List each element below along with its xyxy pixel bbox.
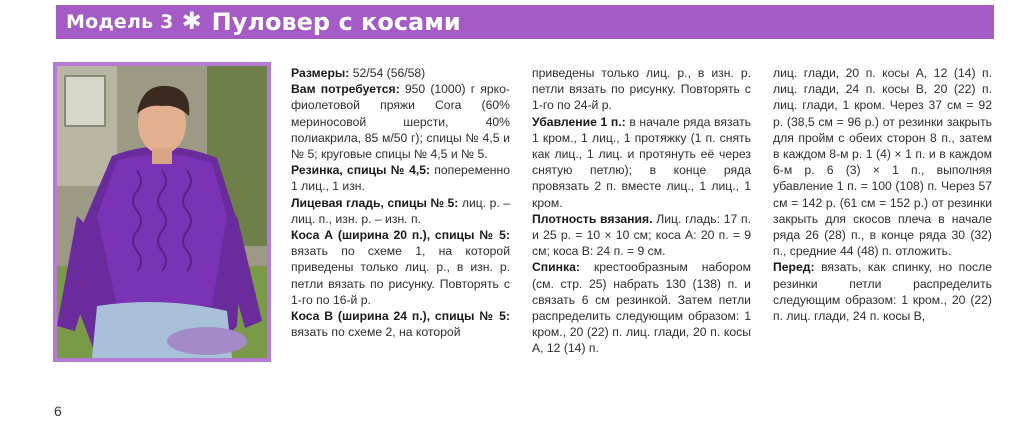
- paragraph-heading: Спинка:: [532, 260, 580, 275]
- paragraph-text: лиц. р. – лиц. п., изн. р. – изн. п.: [291, 195, 510, 226]
- paragraph: [773, 259, 992, 324]
- paragraph: [532, 114, 751, 211]
- paragraph: [291, 227, 510, 308]
- paragraph: [532, 65, 751, 114]
- paragraph-heading: Вам потребуется:: [291, 82, 400, 97]
- page-title: Пуловер с косами: [211, 8, 461, 36]
- paragraph: [291, 81, 510, 162]
- paragraph-text: попеременно 1 лиц., 1 изн.: [291, 163, 510, 194]
- paragraph-heading: Убавление 1 п.:: [532, 114, 626, 129]
- text-column-3: [773, 65, 992, 324]
- model-label: Модель 3: [66, 11, 174, 33]
- paragraph: [773, 65, 992, 259]
- paragraph-text: 950 (1000) г ярко-фиолетовой пряжи Cora (60% мериносовой шерсти, 40% полиакрила, 85 м/50 г); спицы № 4,5 и № 5; круговые спицы № 4,5 и № 5.: [291, 82, 510, 162]
- paragraph-text: в начале ряда вязать 1 кром., 1 лиц., 1 протяжку (1 п. снять как лиц., 1 лиц. и протянуть её через снятую петлю); в конце ряда провязать 2 п. вместе лиц., 1 лиц., 1 кром.: [532, 114, 751, 210]
- paragraph-text: вязать по схеме 2, на которой: [291, 325, 461, 340]
- text-column-1: [291, 65, 510, 340]
- paragraph: [291, 308, 510, 340]
- paragraph-heading: Коса В (ширина 24 п.), спицы № 5:: [291, 309, 510, 324]
- paragraph: [291, 65, 510, 81]
- photo-frame: [53, 62, 271, 362]
- star-icon: ✱: [181, 8, 202, 35]
- page-number: 6: [54, 403, 62, 419]
- header-bar: [56, 5, 994, 39]
- paragraph-text: крестообразным набором (см. стр. 25) набрать 130 (138) п. и связать 6 см резинкой. Затем петли распределить следующим образом: 1 кром., 20 (22) п. лиц. глади, 20 п. косы А, 12 (14) п.: [532, 260, 751, 356]
- paragraph-heading: Коса А (ширина 20 п.), спицы № 5:: [291, 228, 510, 243]
- model-photo: [57, 66, 267, 358]
- paragraph-heading: Перед:: [773, 260, 815, 275]
- paragraph-text: вязать по схеме 1, на которой приведены только лиц. р., в изн. р. петли вязать по рисунку. Повторять с 1-го по 16-й р.: [291, 244, 510, 307]
- paragraph-heading: Лицевая гладь, спицы № 5:: [291, 195, 459, 210]
- paragraph-text: Лиц. гладь: 17 п. и 25 р. = 10 × 10 см; коса А: 20 п. = 9 см; коса В: 24 п. = 9 см.: [532, 211, 751, 259]
- paragraph-heading: Резинка, спицы № 4,5:: [291, 163, 431, 178]
- paragraph-text: 52/54 (56/58): [349, 66, 426, 80]
- paragraph-text: лиц. глади, 20 п. косы А, 12 (14) п. лиц. глади, 24 п. косы В, 20 (22) п. лиц. глади, 1 кром. Через 37 см = 92 р. (38,5 см = 96 р.) от резинки закрыть для пройм с обеих сторон 8 п., затем в каждом 8-м р. 1 (4) × 1 п. и в каждом 6-м р. 6 (3) × 1 п., выполняя убавление 1 п. = 100 (108) п. Через 57 см = 142 р. (61 см = 152 р.) от резинки закрыть для скосов плеча в начале ряда 26 (28) п., в конце ряда 30 (32) п., средние 44 (48) п. отложить.: [773, 66, 992, 259]
- paragraph: [532, 259, 751, 356]
- paragraph-heading: Плотность вязания.: [532, 211, 653, 226]
- paragraph: [291, 162, 510, 194]
- text-column-2: [532, 65, 751, 357]
- paragraph-text: вязать, как спинку, но после резинки петли распределить следующим образом: 1 кром., 20 (22) п. лиц. глади, 24 п. косы В,: [773, 260, 992, 324]
- paragraph-heading: Размеры:: [291, 66, 350, 80]
- paragraph: [532, 211, 751, 260]
- paragraph-text: приведены только лиц. р., в изн. р. петли вязать по рисунку. Повторять с 1-го по 24-й р.: [532, 66, 751, 113]
- paragraph: [291, 195, 510, 227]
- man-in-purple-pullover-icon: [57, 66, 267, 358]
